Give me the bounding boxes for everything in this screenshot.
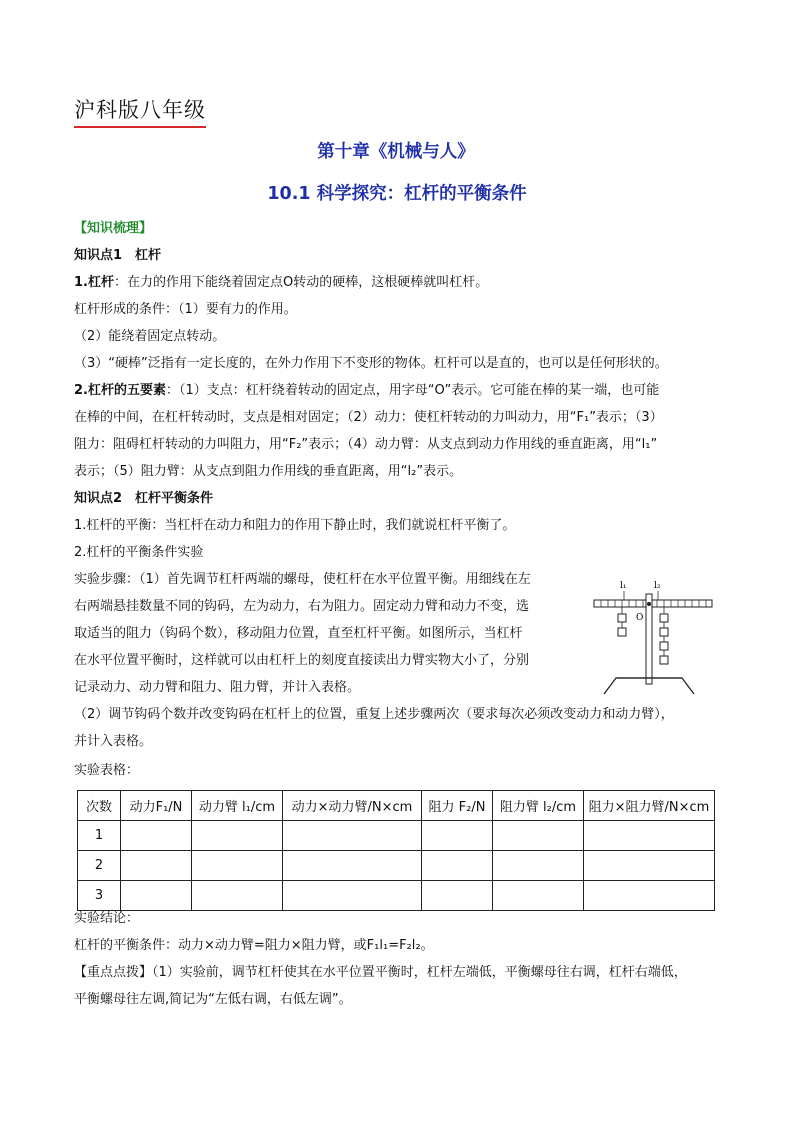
row-index: 1 bbox=[78, 821, 121, 851]
kp2-step-3: 取适当的阻力（钩码个数），移动阻力位置，直至杠杆平衡。如图所示，当杠杆 bbox=[74, 626, 523, 641]
key-point-1: 【重点点拨】（1）实验前，调节杠杆使其在水平位置平衡时，杠杆左端低，平衡螺母往右调，杠杆右端低， bbox=[74, 965, 687, 980]
kp1-five-line-3: 阻力：阻碍杠杆转动的力叫阻力，用“F₂”表示；（4）动力臂：从支点到动力作用线的垂直距离，用“l₁” bbox=[74, 437, 658, 452]
kp1-definition: 1.杠杆：在力的作用下能绕着固定点O转动的硬棒，这根硬棒就叫杠杆。 bbox=[74, 275, 489, 290]
table-row bbox=[78, 821, 715, 851]
kp2-step-1: 实验步骤：（1）首先调节杠杆两端的螺母，使杠杆在水平位置平衡。用细线在左 bbox=[74, 572, 531, 587]
header-l2: 阻力臂 l₂/cm bbox=[493, 791, 584, 821]
kp1-five-elements: 2.杠杆的五要素：（1）支点：杠杆绕着转动的固定点，用字母“O”表示。它可能在棒的某一端，也可能 bbox=[74, 383, 660, 398]
kp1-five-line-2: 在棒的中间，在杠杆转动时，支点是相对固定；（2）动力：使杠杆转动的力叫动力，用“F₁”表示；（3） bbox=[74, 410, 663, 425]
kp1-condition: 杠杆形成的条件：（1）要有力的作用。 bbox=[74, 302, 297, 317]
kp1-title: 知识点1 杠杆 bbox=[74, 248, 162, 263]
knowledge-heading: 【知识梳理】 bbox=[74, 221, 153, 236]
kp1-condition-3: （3）“硬棒”泛指有一定长度的，在外力作用下不变形的物体。杠杆可以是直的，也可以是任何形状的。 bbox=[74, 356, 668, 371]
chapter-title: 第十章《机械与人》 bbox=[317, 142, 475, 162]
kp2-step-7: 并计入表格。 bbox=[74, 734, 153, 749]
experiment-table bbox=[77, 790, 715, 911]
header-f1l1: 动力×动力臂/N×cm bbox=[283, 791, 422, 821]
l2-label: l₂ bbox=[654, 581, 661, 591]
table-row bbox=[78, 881, 715, 911]
kp2-step-6: （2）调节钩码个数并改变钩码在杠杆上的位置，重复上述步骤两次（要求每次必须改变动力和动力臂）， bbox=[74, 707, 674, 722]
key-point-2: 平衡螺母往左调,简记为“左低右调，右低左调”。 bbox=[74, 992, 352, 1007]
header-f2: 阻力 F₂/N bbox=[422, 791, 493, 821]
header-f1: 动力F₁/N bbox=[121, 791, 192, 821]
conclusion-text: 杠杆的平衡条件：动力×动力臂=阻力×阻力臂，或F₁l₁=F₂l₂。 bbox=[74, 938, 434, 953]
kp2-step-5: 记录动力、动力臂和阻力、阻力臂，并计入表格。 bbox=[74, 680, 361, 695]
row-index: 2 bbox=[78, 851, 121, 881]
l1-label: l₁ bbox=[620, 581, 627, 591]
table-header-row bbox=[78, 791, 715, 821]
conclusion-label: 实验结论： bbox=[74, 911, 140, 926]
kp1-condition-2: （2）能绕着固定点转动。 bbox=[74, 329, 226, 344]
kp1-five-line-4: 表示；（5）阻力臂：从支点到阻力作用线的垂直距离，用“l₂”表示。 bbox=[74, 464, 463, 479]
table-row bbox=[78, 851, 715, 881]
kp2-experiment: 2.杠杆的平衡条件实验 bbox=[74, 545, 204, 560]
header-count: 次数 bbox=[78, 791, 121, 821]
row-index: 3 bbox=[78, 881, 121, 911]
header-l1: 动力臂 l₁/cm bbox=[192, 791, 283, 821]
kp2-balance: 1.杠杆的平衡：当杠杆在动力和阻力的作用下静止时，我们就说杠杆平衡了。 bbox=[74, 518, 516, 533]
textbook-header: 沪科版八年级 bbox=[74, 94, 206, 128]
lever-diagram bbox=[592, 574, 722, 696]
pivot-label: O bbox=[636, 613, 644, 623]
header-f2l2: 阻力×阻力臂/N×cm bbox=[584, 791, 715, 821]
section-title: 10.1 科学探究：杠杆的平衡条件 bbox=[267, 184, 527, 204]
kp2-step-2: 右两端悬挂数量不同的钩码，左为动力，右为阻力。固定动力臂和动力不变，选 bbox=[74, 599, 530, 614]
kp2-title: 知识点2 杠杆平衡条件 bbox=[74, 491, 214, 506]
table-label: 实验表格： bbox=[74, 763, 140, 778]
kp2-step-4: 在水平位置平衡时，这样就可以由杠杆上的刻度直接读出力臂实物大小了，分别 bbox=[74, 653, 530, 668]
